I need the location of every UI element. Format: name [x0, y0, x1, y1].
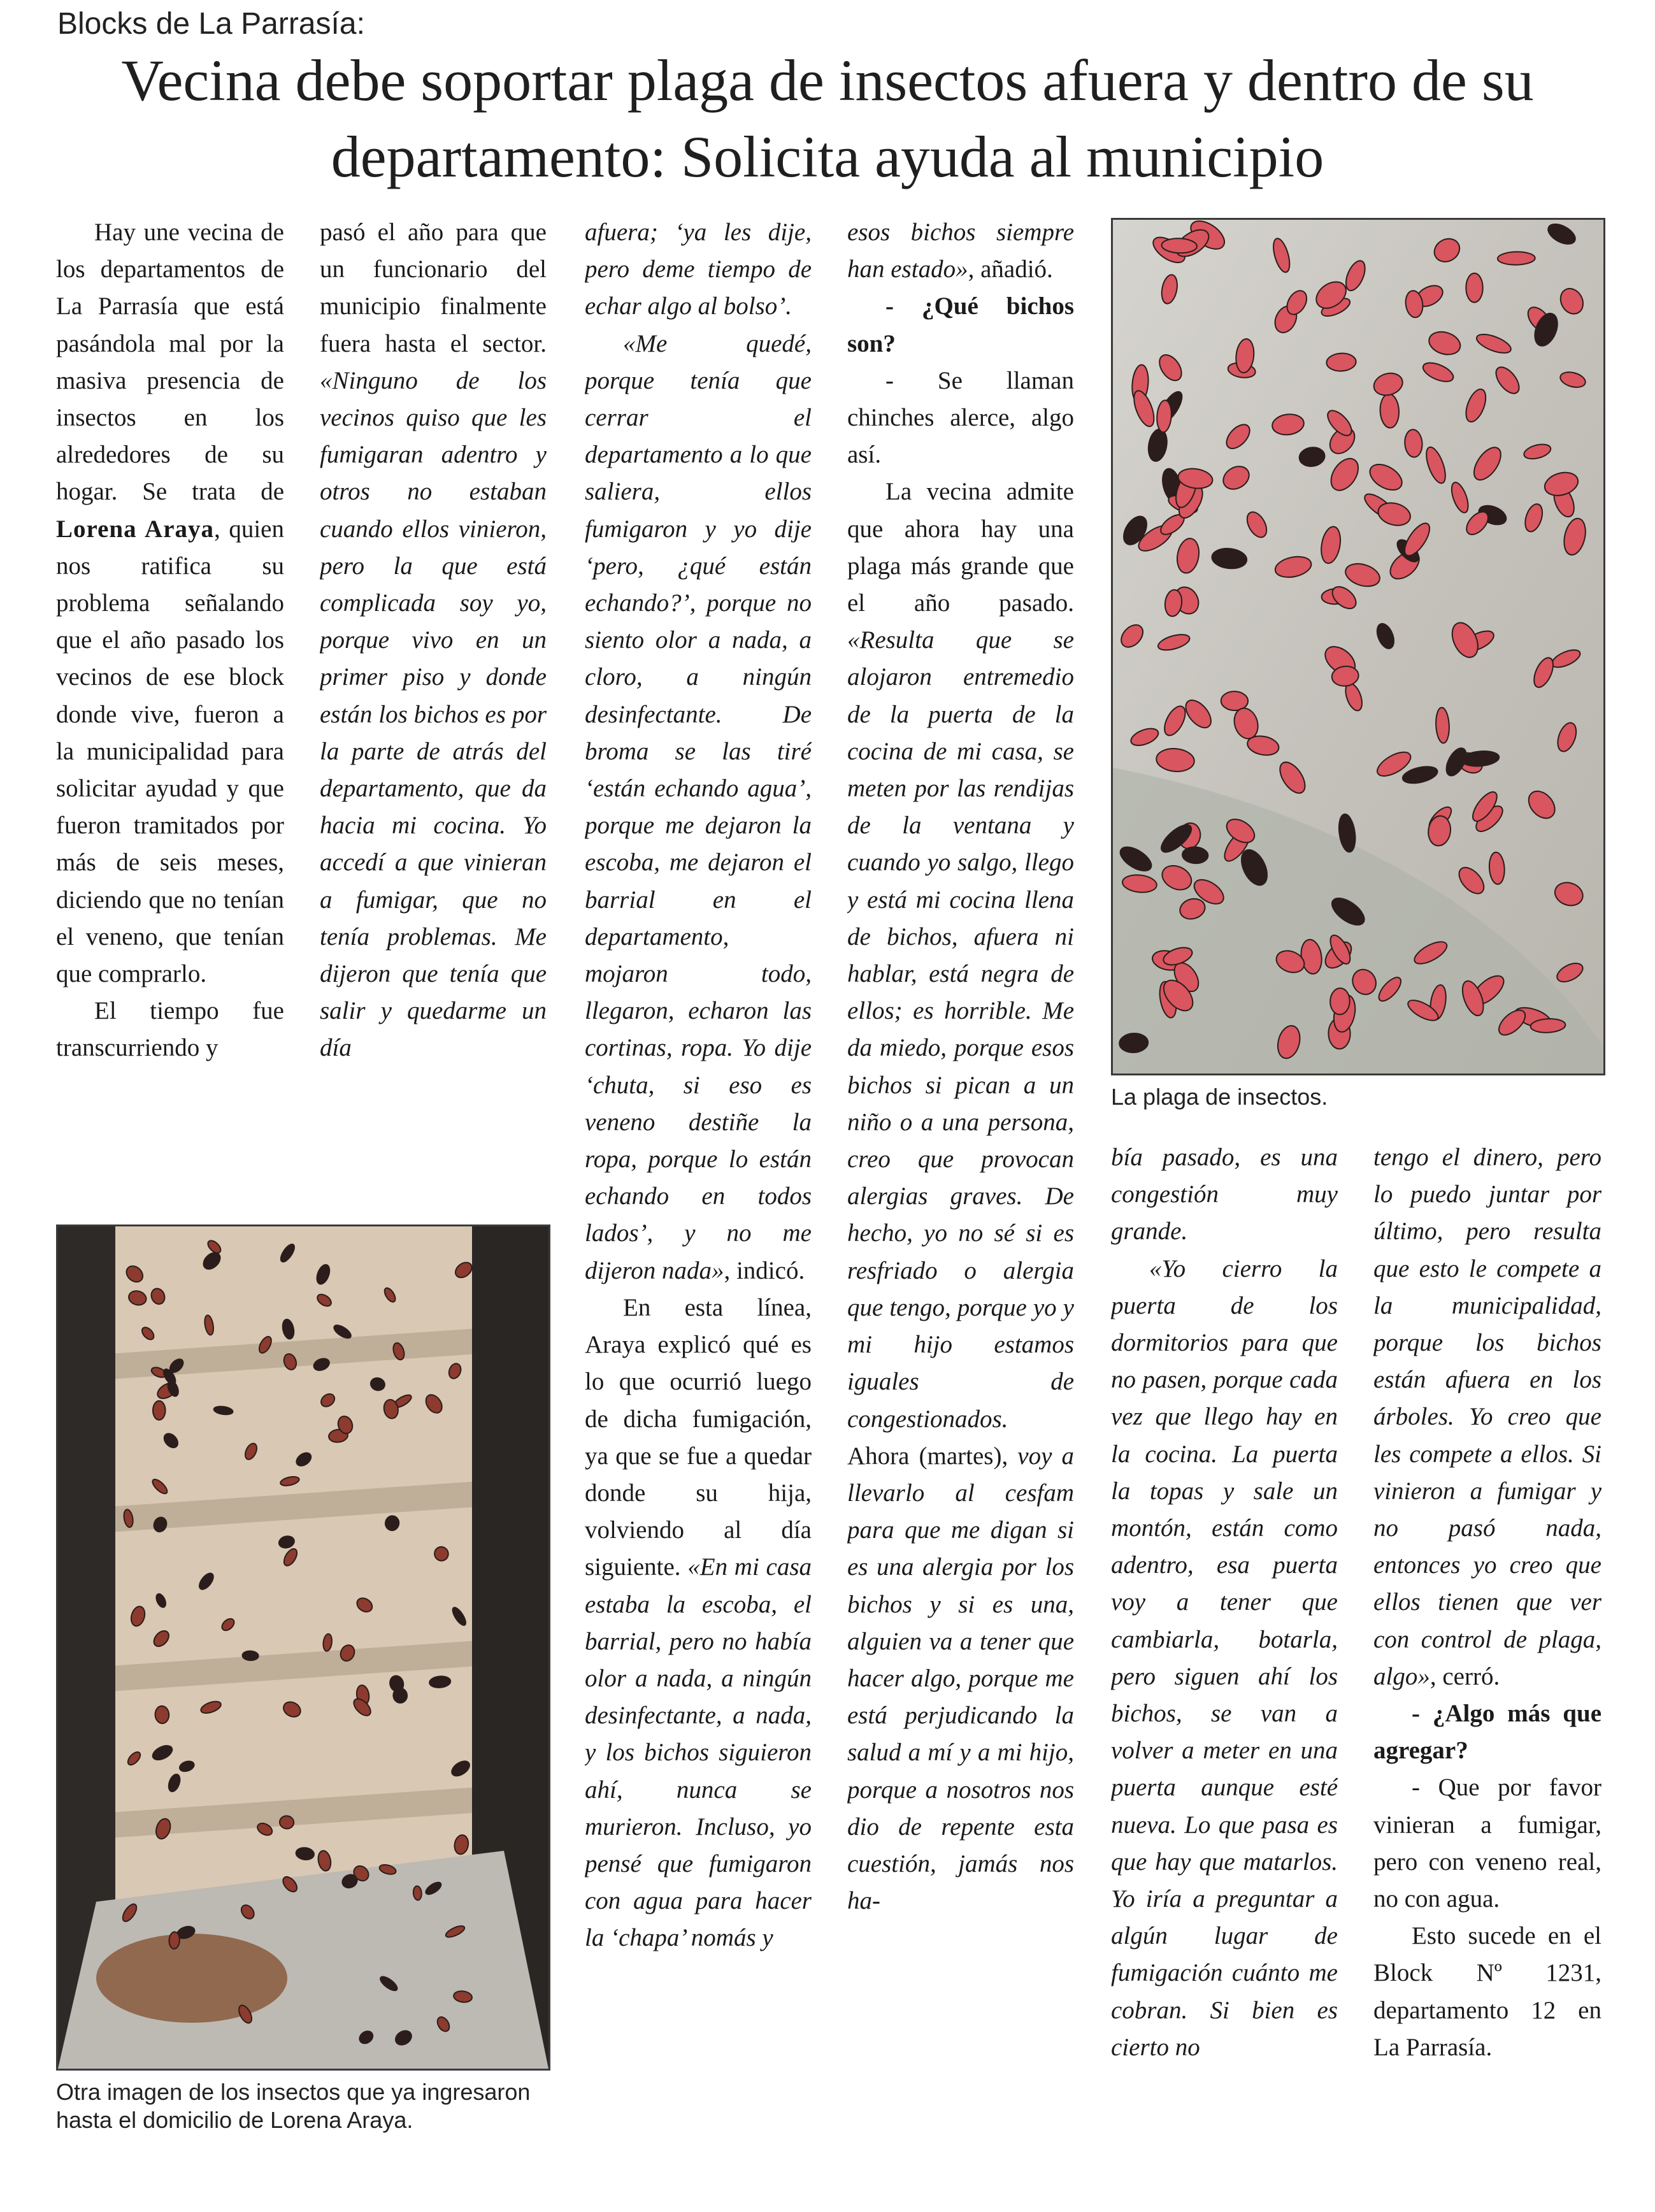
article-column-5 — [1111, 1139, 1338, 2146]
paragraph: El tiempo fue transcurriendo y — [56, 997, 284, 1062]
paragraph: esos bichos siempre han estado», añadió. — [847, 219, 1074, 284]
article-column-6 — [1373, 1139, 1601, 2146]
interview-answer: - Se llaman chinches alerce, algo así. — [847, 366, 1074, 469]
article-column-4 — [847, 214, 1074, 2144]
insect-icon — [242, 1651, 259, 1661]
insect-icon — [1329, 988, 1350, 1014]
article-column-2 — [320, 214, 547, 1209]
photo-insects-inside-home — [56, 1224, 550, 2071]
article-column-1 — [56, 214, 284, 1209]
dry-leaves — [96, 1934, 287, 2023]
insect-icon — [1466, 273, 1482, 303]
photo-insects-inside-home-caption: Otra imagen de los insectos que ya ingresaron hasta el domicilio de Lorena Araya. — [56, 2079, 531, 2133]
article-column-3 — [585, 214, 812, 2144]
paragraph: tengo el dinero, pero lo puedo juntar por último, pero resulta que esto le compete a la municipalidad, porque los bichos están afuera en los árboles. Yo creo que les compete a ellos. Si vinieron a fumigar y no pasó nada, entonces yo creo que ellos tienen que ver con control de plaga, algo», cerró. — [1373, 1144, 1601, 1690]
paragraph: «Me quedé, porque tenía que cerrar el departamento a lo que saliera, ellos fumigaron y yo dije ‘pero, ¿qué están echando?’, porque no siento olor a nada, a cloro, a ningún desinfectante. De broma se las tiré ‘están echando agua’, porque me dejaron la escoba, me dejaron el barrial en el departamento, mojaron todo, llegaron, echaron las cortinas, ropa. Yo dije ‘chuta, si eso es veneno destiñe la ropa, porque lo están echando en todos lados’, y no me dijeron nada», indicó. — [585, 329, 812, 1284]
photo-insect-plague-caption: La plaga de insectos. — [1111, 1084, 1328, 1110]
paragraph: La vecina admite que ahora hay una plaga más grande que el año pasado. «Resulta que se alojaron entremedio de la puerta de la cocina de mi casa, se meten por las rendijas de la ventana y cuando yo salgo, llego y está mi cocina llena de bichos, afuera ni hablar, está negra de ellos; es horrible. Me da miedo, porque esos bichos si pican a un niño o a una persona, creo que provocan alergias graves. De hecho, yo no sé si es resfriado o alergia que tengo, porque yo y mi hijo estamos iguales de congestionados. Ahora (martes), voy a llevarlo al cesfam para que me digan si es una alergia por los bichos y si es una, alguien va a tener que hacer algo, porque me está perjudicando la salud a mí y a mi hijo, porque a nosotros nos dio de repente esta cuestión, jamás nos ha- — [847, 478, 1074, 1915]
paragraph: En esta línea, Araya explicó qué es lo que ocurrió luego de dicha fumigación, ya que se fue a quedar donde su hija, volviendo al día siguiente. «En mi casa estaba la escoba, el barrial, pero no había olor a nada, a ningún desinfectante, a nada, y los bichos siguieron ahí, nunca se murieron. Incluso, yo pensé que fumigaron con agua para hacer la ‘chapa’ nomás y — [585, 1293, 812, 1952]
paragraph: bía pasado, es una congestión muy grande. — [1111, 1144, 1338, 1246]
paragraph: «Yo cierro la puerta de los dormitorios para que no pasen, porque cada vez que llego hay en la cocina. La puerta la topas y sale un montón, están como adentro, esa puerta voy a tener que cambiarla, botarla, pero siguen ahí los bichos, se van a volver a meter en una puerta aunque esté nueva. Lo que pasa es que hay que matarlos. Yo iría a preguntar a algún lugar de fumigación cuánto me cobran. Si bien es cierto no — [1111, 1254, 1338, 2061]
interview-question: - ¿Algo más que agregar? — [1373, 1700, 1601, 1765]
photo-insects-inside-home-image — [58, 1226, 548, 2069]
kicker: Blocks de La Parrasía: — [57, 7, 365, 41]
insect-icon — [1498, 252, 1535, 265]
paragraph: Esto sucede en el Block Nº 1231, departamento 12 en La Parrasía. — [1373, 1922, 1601, 2061]
insect-icon — [155, 1706, 169, 1724]
paragraph: pasó el año para que un funcionario del municipio finalmente fuera hasta el sector. «Ninguno de los vecinos quiso que les fumigaran adentro y otros no estaban cuando ellos vinieron, pero la que está complicada soy yo, porque vivo en un primer piso y donde están los bichos es por la parte de atrás del departamento, que da hacia mi cocina. Yo accedí a que vinieran a fumigar, que no tenía problemas. Me dijeron que tenía que salir y quedarme un día — [320, 219, 547, 1062]
interview-question: - ¿Qué bichos son? — [847, 292, 1074, 357]
insect-icon — [169, 1932, 180, 1949]
photo-insect-plague — [1111, 218, 1605, 1075]
person-name: Lorena Araya — [56, 515, 215, 543]
insect-icon — [153, 1401, 166, 1420]
interview-answer: - Que por favor vinieran a fumigar, pero con veneno real, no con agua. — [1373, 1774, 1601, 1913]
headline: Vecina debe soportar plaga de insectos afuera y dentro de su departamento: Solicita ayuda al municipio — [121, 48, 1534, 189]
photo-insect-plague-image — [1113, 220, 1603, 1074]
paragraph: Hay une vecina de los departamentos de La Parrasía que está pasándola mal por la masiva presencia de insectos en los alrededores de su hogar. Se trata de Lorena Araya, quien nos ratifica su problema señalando que el año pasado los vecinos de ese block donde vive, fueron a la municipalidad para solicitar ayudad y que fueron tramitados por más de seis meses, diciendo que no tenían el veneno, que tenían que comprarlo. — [56, 219, 284, 988]
paragraph: afuera; ‘ya les dije, pero deme tiempo de echar algo al bolso’. — [585, 219, 812, 320]
